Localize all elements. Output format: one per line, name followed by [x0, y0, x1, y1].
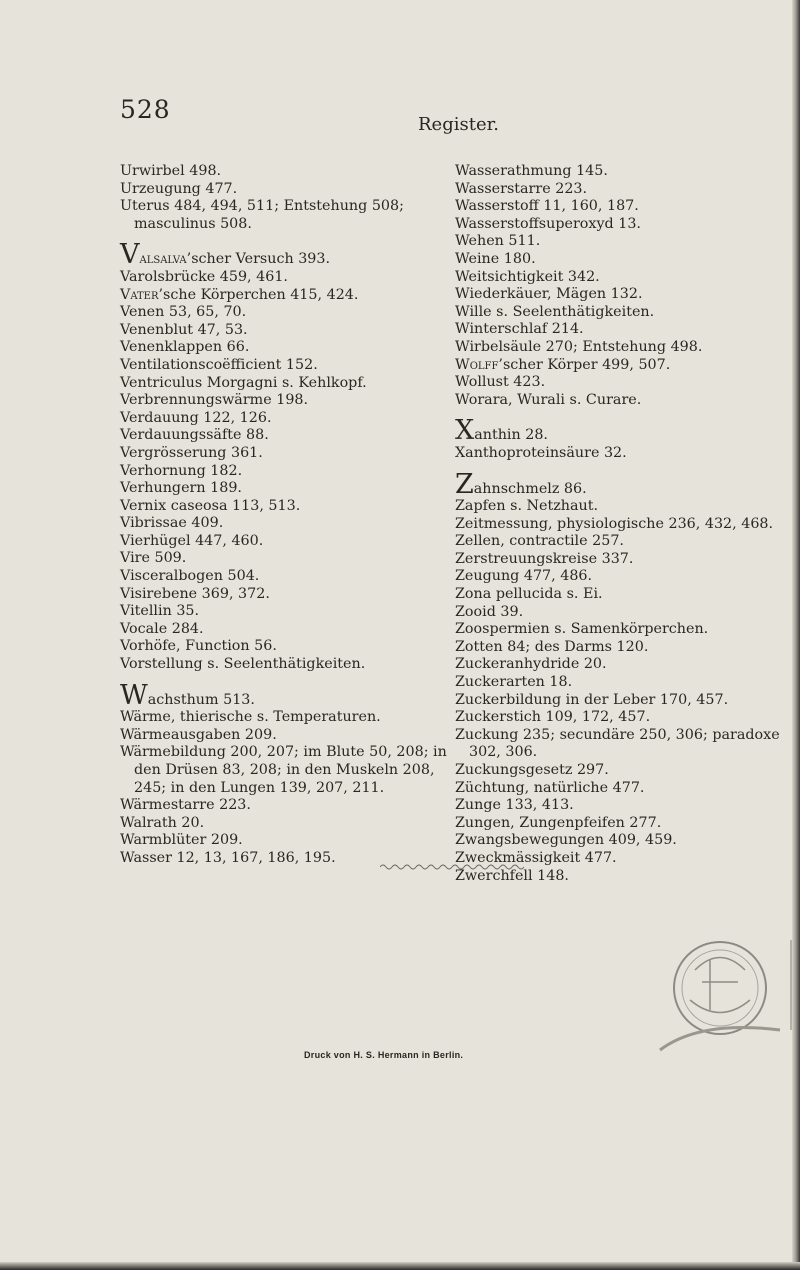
index-entry	[455, 357, 785, 375]
index-entry	[455, 233, 785, 251]
index-entry	[455, 339, 785, 357]
entry-text: achsthum 513.	[147, 691, 255, 708]
index-entry	[455, 181, 785, 199]
entry-text: Zuckerarten 18.	[455, 674, 573, 691]
index-entry	[455, 468, 785, 500]
index-entry	[120, 304, 455, 322]
index-entry	[120, 709, 455, 727]
index-entry	[455, 392, 785, 410]
entry-text: anthin 28.	[474, 427, 548, 444]
index-entry	[455, 445, 785, 463]
index-entry	[455, 415, 785, 447]
index-entry	[120, 410, 455, 428]
index-entry	[455, 709, 785, 727]
entry-text: Wasserstarre 223.	[455, 180, 588, 197]
entry-text: Wollust 423.	[455, 374, 546, 391]
index-entry	[455, 198, 785, 216]
index-entry	[455, 692, 785, 710]
index-entry	[120, 832, 455, 850]
entry-text: Verhungern 189.	[120, 480, 242, 497]
index-entry	[120, 287, 455, 305]
index-entry	[120, 163, 455, 181]
library-stamp	[640, 930, 800, 1065]
entry-text: Visirebene 369, 372.	[120, 585, 270, 602]
index-entry	[455, 516, 785, 534]
entry-text: Vorhöfe, Function 56.	[120, 638, 277, 655]
entry-text: Wehen 511.	[455, 233, 541, 250]
entry-text: Wiederkäuer, Mägen 132.	[455, 286, 643, 303]
entry-text: Wirbelsäule 270; Entstehung 498.	[455, 338, 703, 355]
index-entry	[120, 603, 455, 621]
entry-text: Warmblüter 209.	[120, 832, 243, 849]
entry-text: Wärmeausgaben 209.	[120, 726, 277, 743]
index-entry	[455, 604, 785, 622]
scan-edge-bottom	[0, 1262, 800, 1270]
entry-text: Zuckerstich 109, 172, 457.	[455, 709, 651, 726]
entry-text: Vierhügel 447, 460.	[120, 532, 264, 549]
entry-text: Zotten 84; des Darms 120.	[455, 638, 649, 655]
entry-text: Verhornung 182.	[120, 462, 243, 479]
index-entry	[120, 445, 455, 463]
index-column-right	[455, 163, 785, 885]
section-initial: Z	[455, 468, 474, 500]
index-entry	[455, 815, 785, 833]
index-entry	[120, 198, 455, 233]
entry-text: Weitsichtigkeit 342.	[455, 268, 600, 285]
entry-text: Zuckerbildung in der Leber 170, 457.	[455, 691, 729, 708]
printer-imprint: Druck von H. S. Hermann in Berlin.	[304, 1050, 464, 1060]
index-entry	[455, 674, 785, 692]
index-entry	[120, 744, 455, 797]
index-entry	[455, 797, 785, 815]
entry-text: Wasserstoff 11, 160, 187.	[455, 198, 639, 215]
entry-text: Weine 180.	[455, 250, 536, 267]
entry-text: Zuckeranhydride 20.	[455, 656, 607, 673]
index-entry	[455, 269, 785, 287]
entry-text: Zooid 39.	[455, 603, 524, 620]
entry-text: Verdauung 122, 126.	[120, 409, 272, 426]
index-entry	[455, 586, 785, 604]
index-entry	[455, 286, 785, 304]
entry-text: Wille s. Seelenthätigkeiten.	[455, 303, 655, 320]
entry-text: Ventriculus Morgagni s. Kehlkopf.	[120, 374, 367, 391]
entry-text: ahnschmelz 86.	[473, 480, 587, 497]
index-entry	[120, 427, 455, 445]
index-entry	[120, 727, 455, 745]
entry-text: Zwerchfell 148.	[455, 867, 569, 884]
index-entry	[120, 322, 455, 340]
index-entry	[120, 586, 455, 604]
entry-text: Vibrissae 409.	[120, 515, 224, 532]
section-initial: X	[455, 415, 475, 447]
index-entry	[120, 815, 455, 833]
entry-text: Zwangsbewegungen 409, 459.	[455, 832, 677, 849]
entry-text: Vitellin 35.	[120, 603, 200, 620]
index-entry	[120, 568, 455, 586]
entry-text: Walrath 20.	[120, 814, 205, 831]
entry-text: Zunge 133, 413.	[455, 797, 574, 814]
entry-text: Venenblut 47, 53.	[120, 321, 248, 338]
index-entry	[120, 269, 455, 287]
running-head: Register.	[418, 114, 499, 135]
entry-text: Wärmestarre 223.	[120, 797, 251, 814]
entry-text: Vergrösserung 361.	[120, 444, 263, 461]
index-entry	[120, 656, 455, 674]
entry-text: Venen 53, 65, 70.	[120, 304, 247, 321]
entry-text: ’sche Körperchen 415, 424.	[158, 286, 359, 303]
index-entry	[120, 181, 455, 199]
entry-text: Zeitmessung, physiologische 236, 432, 468.	[455, 515, 774, 532]
entry-text: ’scher Versuch 393.	[186, 251, 331, 268]
index-entry	[120, 533, 455, 551]
entry-text: Verbrennungswärme 198.	[120, 392, 309, 409]
entry-text: Urzeugung 477.	[120, 180, 238, 197]
index-entry	[455, 304, 785, 322]
section-initial: W	[120, 679, 148, 711]
entry-text: Xanthoproteinsäure 32.	[455, 444, 627, 461]
entry-text: Worara, Wurali s. Curare.	[455, 391, 642, 408]
index-entry	[120, 339, 455, 357]
entry-name: alsalva	[139, 251, 187, 268]
scan-edge-right	[792, 0, 800, 1270]
entry-text: Visceralbogen 504.	[120, 568, 260, 585]
entry-text: Wasser 12, 13, 167, 186, 195.	[120, 849, 336, 866]
entry-text: Verdauungssäfte 88.	[120, 427, 269, 444]
entry-text: Zuckungsgesetz 297.	[455, 762, 609, 778]
entry-text: Zweckmässigkeit 477.	[455, 849, 617, 866]
entry-text: Vorstellung s. Seelenthätigkeiten.	[120, 656, 366, 673]
index-entry	[455, 498, 785, 516]
index-entry	[455, 780, 785, 798]
entry-text: Zungen, Zungenpfeifen 277.	[455, 814, 662, 831]
entry-text: Zerstreuungskreise 337.	[455, 550, 634, 567]
entry-text: Urwirbel 498.	[120, 163, 222, 179]
entry-text: Varolsbrücke 459, 461.	[120, 268, 288, 285]
entry-text: Zoospermien s. Samenkörperchen.	[455, 621, 709, 638]
index-entry	[120, 797, 455, 815]
index-entry	[455, 251, 785, 269]
index-entry	[120, 480, 455, 498]
index-entry	[455, 727, 785, 762]
entry-text: Vernix caseosa 113, 513.	[120, 497, 301, 514]
index-entry	[455, 832, 785, 850]
entry-text: Zuckung 235; secundäre 250, 306; paradoxe 302, 306.	[455, 726, 780, 761]
index-entry	[120, 375, 455, 393]
entry-text: Uterus 484, 494, 511; Entstehung 508; masculinus 508.	[120, 198, 404, 232]
entry-text: Zeugung 477, 486.	[455, 568, 593, 585]
entry-text: Zapfen s. Netzhaut.	[455, 498, 599, 515]
entry-text: Ventilationscoëfficient 152.	[120, 356, 318, 373]
index-entry	[455, 621, 785, 639]
index-entry	[455, 533, 785, 551]
entry-text: Wärmebildung 200, 207; im Blute 50, 208; in den Drüsen 83, 208; in den Muskeln 208, 245; in den Lungen 139, 207, 211.	[120, 744, 447, 796]
index-entry	[120, 679, 455, 711]
index-entry	[455, 163, 785, 181]
entry-text: Zona pellucida s. Ei.	[455, 586, 603, 603]
index-column-left	[120, 163, 455, 868]
entry-text: Vire 509.	[120, 550, 187, 567]
entry-text: Vocale 284.	[120, 620, 204, 637]
entry-text: Wärme, thierische s. Temperaturen.	[120, 709, 381, 726]
index-entry	[455, 656, 785, 674]
index-entry	[120, 498, 455, 516]
entry-text: Züchtung, natürliche 477.	[455, 779, 645, 796]
entry-text: Wasserathmung 145.	[455, 163, 608, 179]
entry-text: Winterschlaf 214.	[455, 321, 584, 338]
entry-text: Zellen, contractile 257.	[455, 533, 624, 550]
ornament-rule	[380, 862, 525, 872]
index-entry	[120, 239, 455, 271]
index-entry	[120, 515, 455, 533]
index-entry	[120, 357, 455, 375]
entry-text: Venenklappen 66.	[120, 339, 250, 356]
index-entry	[120, 392, 455, 410]
index-entry	[455, 639, 785, 657]
index-entry	[455, 216, 785, 234]
index-entry	[455, 374, 785, 392]
section-initial: V	[120, 239, 140, 271]
index-entry	[455, 568, 785, 586]
entry-text: ’scher Körper 499, 507.	[498, 356, 671, 373]
entry-name: Vater	[120, 286, 159, 303]
index-entry	[120, 550, 455, 568]
index-entry	[455, 551, 785, 569]
entry-name: Wolff	[455, 356, 499, 373]
page-number: 528	[120, 95, 171, 124]
index-entry	[455, 321, 785, 339]
index-entry	[455, 762, 785, 780]
entry-text: Wasserstoffsuperoxyd 13.	[455, 215, 641, 232]
index-entry	[120, 463, 455, 481]
index-entry	[120, 638, 455, 656]
index-entry	[120, 621, 455, 639]
